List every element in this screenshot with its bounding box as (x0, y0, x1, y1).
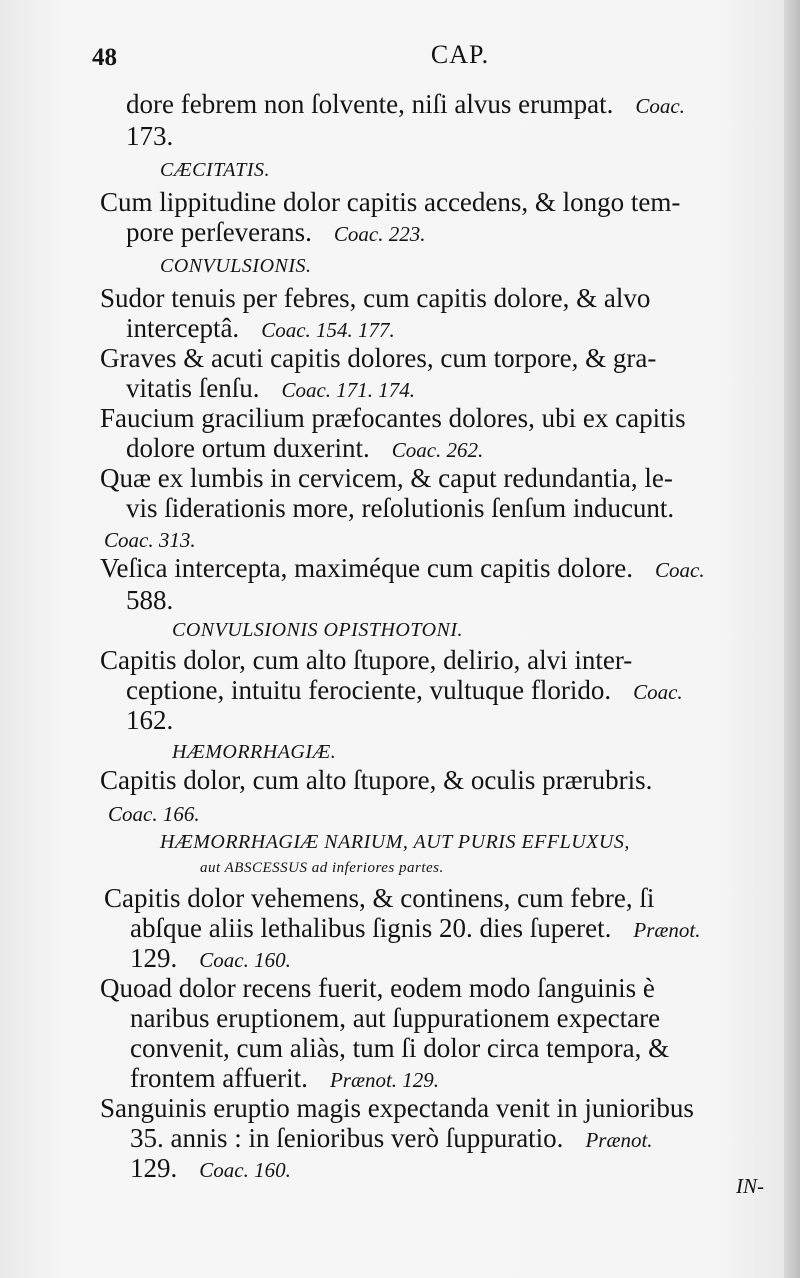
text-line: 35. annis : in ſenioribus verò ſuppuratio. Prænot. (130, 1123, 653, 1153)
section-subheading: aut ABSCESSUS ad inferiores partes. (200, 860, 444, 876)
section-heading: CÆCITATIS. (160, 159, 271, 181)
catchword: IN- (736, 1174, 764, 1198)
section-heading: HÆMORRHAGIÆ NARIUM, AUT PURIS EFFLUXUS, (160, 831, 630, 853)
text-line: frontem affuerit. Prænot. 129. (130, 1063, 440, 1093)
text-line: 129. Coac. 160. (130, 943, 291, 973)
text-line: dolore ortum duxerint. Coac. 262. (126, 433, 484, 463)
text-line: 162. (126, 705, 174, 735)
text-line: Graves & acuti capitis dolores, cum torpore, & gra- (100, 343, 657, 373)
text-line: 588. (126, 585, 174, 615)
text-line: Capitis dolor, cum alto ſtupore, & oculis prærubris. (100, 765, 653, 795)
text-line: Quæ ex lumbis in cervicem, & caput redundantia, le- (100, 463, 673, 493)
text-line: Capitis dolor, cum alto ſtupore, delirio, alvi inter- (100, 645, 633, 675)
text-line: 129. Coac. 160. (130, 1153, 291, 1183)
running-head: CAP. (430, 40, 490, 69)
text-line: 173. (126, 121, 174, 151)
section-heading: CONVULSIONIS OPISTHOTONI. (172, 619, 464, 641)
text-line: Capitis dolor vehemens, & continens, cum febre, ſi (104, 883, 655, 913)
page-edge-shadow (784, 0, 800, 1278)
text-line: Cum lippitudine dolor capitis accedens, & longo tem- (100, 187, 681, 217)
text-line: convenit, cum aliàs, tum ſi dolor circa tempora, & (130, 1033, 670, 1063)
text-line: dore febrem non ſolvente, niſi alvus erumpat. Coac. (126, 89, 685, 119)
text-line: Faucium gracilium præfocantes dolores, ubi ex capitis (100, 403, 686, 433)
text-line: abſque aliis lethalibus ſignis 20. dies ſuperet. Prænot. (130, 913, 701, 943)
section-heading: HÆMORRHAGIÆ. (172, 741, 337, 763)
section-heading: CONVULSIONIS. (160, 255, 312, 277)
text-line: Coac. 166. (108, 802, 200, 826)
text-line: ceptione, intuitu ferociente, vultuque florido. Coac. (126, 675, 683, 705)
text-line: pore perſeverans. Coac. 223. (126, 217, 426, 247)
text-line: interceptâ. Coac. 154. 177. (126, 313, 395, 343)
text-line: Coac. 313. (104, 528, 196, 552)
text-line: vitatis ſenſu. Coac. 171. 174. (126, 373, 416, 403)
text-line: naribus eruptionem, aut ſuppurationem expectare (130, 1003, 661, 1033)
text-line: Veſica intercepta, maximéque cum capitis dolore. Coac. (100, 553, 705, 583)
text-line: vis ſiderationis more, reſolutionis ſenſum inducunt. (126, 493, 675, 523)
text-line: Sudor tenuis per febres, cum capitis dolore, & alvo (100, 283, 651, 313)
text-line: Quoad dolor recens fuerit, eodem modo ſanguinis è (100, 973, 655, 1003)
page-number: 48 (92, 44, 117, 71)
text-line: Sanguinis eruptio magis expectanda venit in junioribus (100, 1093, 694, 1123)
